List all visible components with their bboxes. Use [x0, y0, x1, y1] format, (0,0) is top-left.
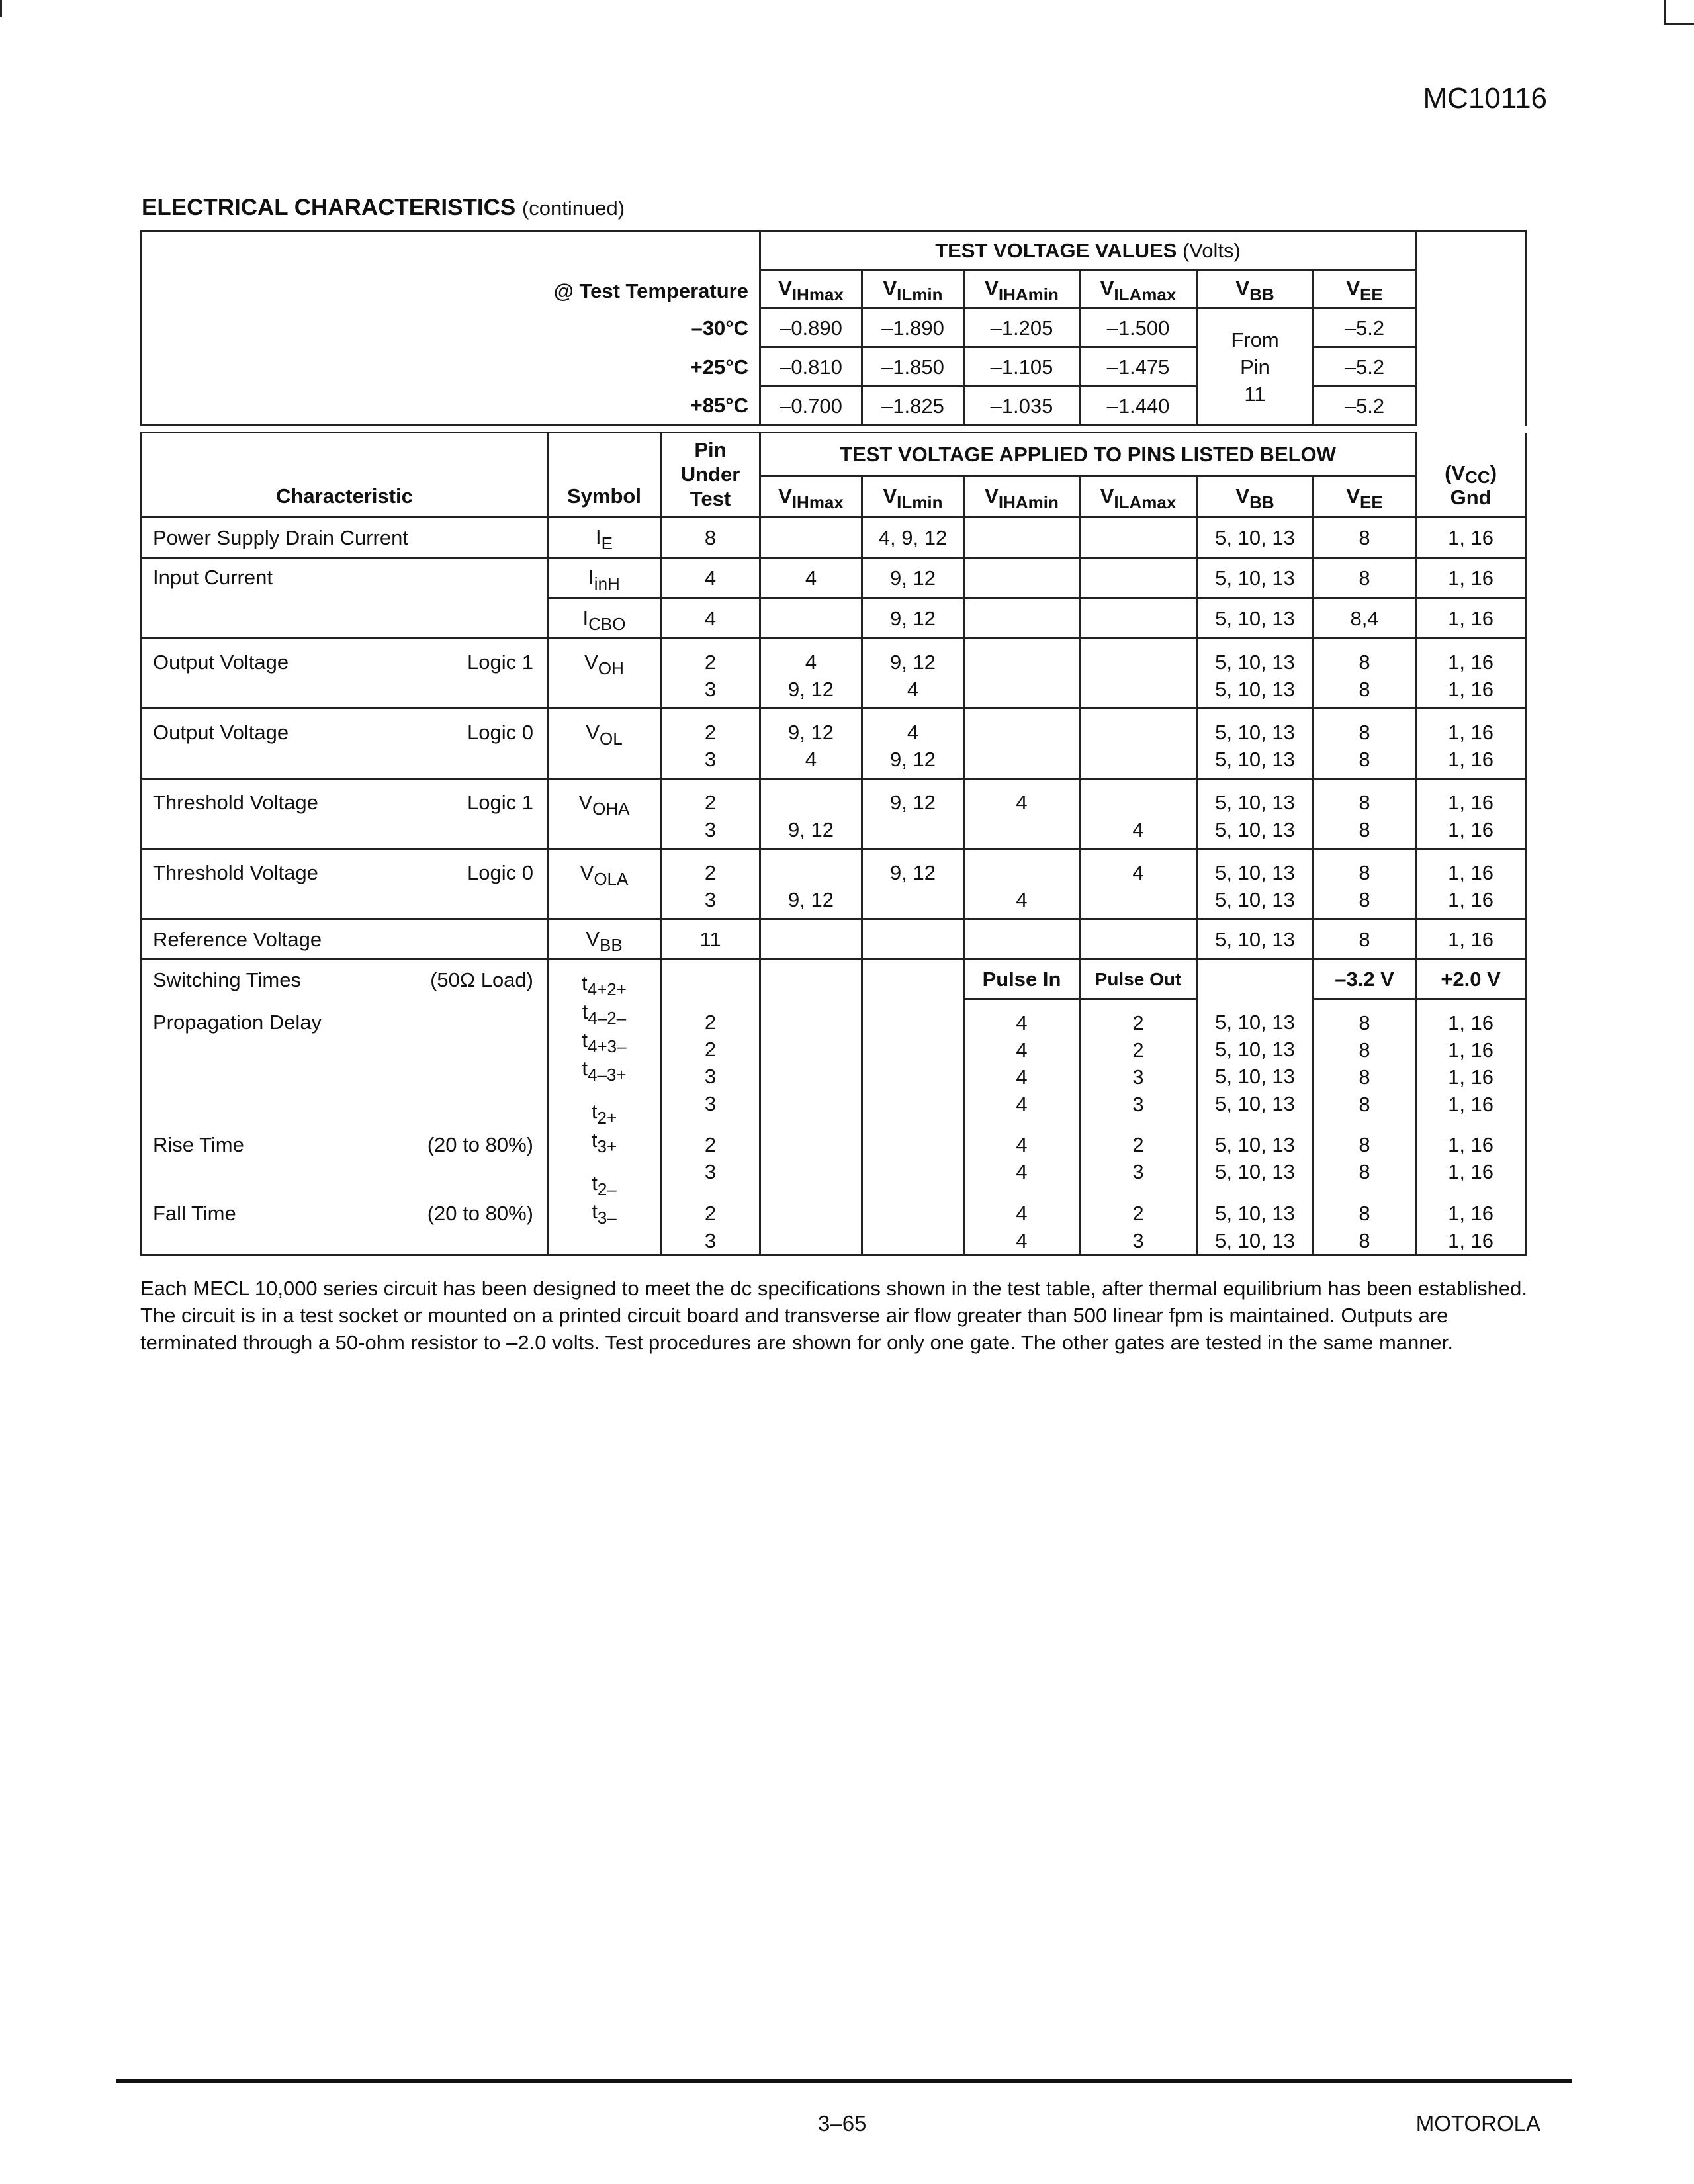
symbol: $I_{CBO}$ — [548, 598, 661, 639]
test-notes: Each MECL 10,000 series circuit has been designed to meet the dc specifications shown in the test table, after thermal equilibrium has been established. The circuit is in a test socket or mounted on a printed circuit board and transverse air flow greater than 500 linear fpm is maintained. Outputs are terminated through a 50-ohm resistor to –2.0 volts. Test procedures are shown for only one gate. The other gates are tested in the same manner. — [140, 1277, 1527, 1354]
col-vihamin: $V_{IHAmin}$ — [964, 477, 1080, 518]
cell: 1, 16 1, 16 — [1416, 849, 1526, 919]
cell: –5.2 — [1314, 308, 1416, 347]
cell — [964, 518, 1080, 558]
cell: –0.700 — [760, 387, 862, 426]
vcc-switching: +2.0 V — [1416, 960, 1526, 999]
cell: 11 — [661, 919, 760, 960]
cell — [964, 598, 1080, 639]
cell — [1080, 558, 1197, 598]
cell: 5, 10, 13 — [1197, 518, 1314, 558]
cell — [862, 960, 964, 1255]
characteristic: Threshold Voltage Logic 1 — [142, 779, 548, 849]
table-row — [142, 849, 1526, 919]
symbol: $V_{BB}$ — [548, 919, 661, 960]
cell: 9, 12 — [760, 779, 862, 849]
cell — [760, 598, 862, 639]
cell: 4 — [661, 558, 760, 598]
vcc-spacer-top — [1416, 231, 1526, 426]
header-characteristic: Characteristic — [142, 433, 548, 518]
page-number: 3–65 — [818, 2111, 867, 2136]
cell: 4 — [760, 558, 862, 598]
cell: 4 — [964, 849, 1080, 919]
cell: 5, 10, 13 — [1197, 919, 1314, 960]
table-row — [142, 709, 1526, 779]
cell: 2 3 — [661, 639, 760, 709]
cell: 1, 16 1, 16 — [1416, 1122, 1526, 1191]
characteristic: Threshold Voltage Logic 0 — [142, 849, 548, 919]
temp-label-cell — [142, 231, 760, 308]
crop-mark-right-horizontal — [1664, 23, 1694, 25]
section-title-note: (continued) — [521, 197, 625, 220]
col-vihmax: $V_{IHmax}$ — [760, 477, 862, 518]
table-row — [142, 387, 1526, 426]
cell: 8 8 — [1314, 1191, 1416, 1255]
cell: –1.205 — [964, 308, 1080, 347]
cell: 8,4 — [1314, 598, 1416, 639]
cell: 8 — [1314, 518, 1416, 558]
cell: 9, 12 — [862, 779, 964, 849]
cell: –1.825 — [862, 387, 964, 426]
header-applied: TEST VOLTAGE APPLIED TO PINS LISTED BELOW — [760, 433, 1416, 477]
cell — [1080, 709, 1197, 779]
cell: 8 8 — [1314, 1122, 1416, 1191]
symbol: $V_{OHA}$ — [548, 779, 661, 849]
cell: 9, 12 — [760, 849, 862, 919]
cell: 4 4 — [964, 1191, 1080, 1255]
cell: 5, 10, 13 5, 10, 13 — [1197, 849, 1314, 919]
symbol: $I_E$ — [548, 518, 661, 558]
table-row — [142, 308, 1526, 347]
cell: 8 8 8 8 — [1314, 999, 1416, 1122]
cell — [964, 919, 1080, 960]
characteristic: Input Current — [142, 558, 548, 639]
cell: 2 2 3 3 — [661, 999, 760, 1122]
cell: 4 4 4 4 — [964, 999, 1080, 1122]
cell: 1, 16 1, 16 1, 16 1, 16 — [1416, 999, 1526, 1122]
cell: –1.440 — [1080, 387, 1197, 426]
cell: 5, 10, 13 5, 10, 13 — [1197, 779, 1314, 849]
section-title-text: ELECTRICAL CHARACTERISTICS — [142, 195, 516, 220]
cell: 8 — [1314, 558, 1416, 598]
cell: 9, 12 — [862, 598, 964, 639]
table-row — [142, 347, 1526, 387]
symbol: $I_{inH}$ — [548, 558, 661, 598]
col-vihmax: $V_{IHmax}$ — [760, 270, 862, 308]
cell: –1.475 — [1080, 347, 1197, 387]
cell: –5.2 — [1314, 387, 1416, 426]
doc-id: MC10116 — [1423, 82, 1547, 114]
crop-mark-left — [0, 0, 2, 17]
cell — [862, 919, 964, 960]
col-vihamin: $V_{IHAmin}$ — [964, 270, 1080, 308]
characteristic: Propagation Delay — [142, 999, 548, 1122]
cell — [964, 709, 1080, 779]
characteristic: Output Voltage Logic 1 — [142, 639, 548, 709]
col-vee: $V_{EE}$ — [1314, 270, 1416, 308]
cell: 5, 10, 13 — [1197, 598, 1314, 639]
cell: 4 — [661, 598, 760, 639]
cell — [1080, 518, 1197, 558]
test-voltage-values-table — [140, 230, 1527, 426]
cell: 5, 10, 13 5, 10, 13 — [1197, 709, 1314, 779]
test-voltage-values-title: TEST VOLTAGE VALUES (Volts) — [760, 231, 1416, 270]
cell: 1, 16 — [1416, 558, 1526, 598]
characteristic: Fall Time (20 to 80%) — [142, 1191, 548, 1255]
cell: –1.035 — [964, 387, 1080, 426]
section-title — [142, 195, 625, 221]
cell: 9, 12 — [862, 849, 964, 919]
cell: 9, 12 — [862, 558, 964, 598]
cell: –1.890 — [862, 308, 964, 347]
cell: 4 4 — [964, 1122, 1080, 1191]
symbol: $V_{OL}$ — [548, 709, 661, 779]
table-row — [142, 779, 1526, 849]
table-row — [142, 960, 1526, 999]
cell: 8 — [661, 518, 760, 558]
cell: 5, 10, 13 5, 10, 13 — [1197, 1122, 1314, 1191]
characteristic: Output Voltage Logic 0 — [142, 709, 548, 779]
crop-mark-right-vertical — [1664, 0, 1666, 24]
cell: 2 3 — [1080, 1122, 1197, 1191]
footer-rule — [116, 2079, 1572, 2083]
cell: 1, 16 1, 16 — [1416, 1191, 1526, 1255]
cell — [964, 558, 1080, 598]
cell: 4 — [1080, 849, 1197, 919]
cell: 2 3 — [661, 779, 760, 849]
cell: 8 8 — [1314, 709, 1416, 779]
table-row — [142, 558, 1526, 598]
cell — [760, 960, 862, 1255]
cell: –1.850 — [862, 347, 964, 387]
cell — [964, 639, 1080, 709]
cell — [1080, 919, 1197, 960]
cell: 2 3 — [661, 709, 760, 779]
vbb-pin: Pin — [1240, 355, 1270, 379]
cell — [661, 960, 760, 999]
cell: 8 8 — [1314, 639, 1416, 709]
cell: –1.500 — [1080, 308, 1197, 347]
cell: 2 3 — [1080, 1191, 1197, 1255]
symbol: $V_{OLA}$ — [548, 849, 661, 919]
characteristic: Switching Times (50Ω Load) — [142, 960, 548, 999]
header-symbol: Symbol — [548, 433, 661, 518]
cell — [1080, 639, 1197, 709]
characteristic: Rise Time (20 to 80%) — [142, 1122, 548, 1191]
temp-value: +25°C — [142, 347, 760, 387]
col-vbb: $V_{BB}$ — [1197, 477, 1314, 518]
cell: 1, 16 — [1416, 919, 1526, 960]
vee-switching: –3.2 V — [1314, 960, 1416, 999]
cell: 8 — [1314, 919, 1416, 960]
cell: 2 3 — [661, 1122, 760, 1191]
cell: 5, 10, 13 5, 10, 13 5, 10, 13 5, 10, 13 — [1197, 999, 1314, 1122]
cell: –0.810 — [760, 347, 862, 387]
cell: 5, 10, 13 — [1197, 558, 1314, 598]
cell: –1.105 — [964, 347, 1080, 387]
cell — [1197, 960, 1314, 999]
pulse-in-header: Pulse In — [964, 960, 1080, 999]
cell: 4 9, 12 — [760, 639, 862, 709]
cell — [760, 919, 862, 960]
col-vilmin: $V_{ILmin}$ — [862, 270, 964, 308]
cell: 1, 16 — [1416, 518, 1526, 558]
col-vee: $V_{EE}$ — [1314, 477, 1416, 518]
table-row — [142, 639, 1526, 709]
vbb-pin-number: 11 — [1244, 382, 1266, 406]
vbb-from: From — [1231, 328, 1279, 351]
cell: 5, 10, 13 5, 10, 13 — [1197, 639, 1314, 709]
col-vbb: $V_{BB}$ — [1197, 270, 1314, 308]
header-vcc-gnd: (VCC) Gnd — [1416, 433, 1526, 518]
cell: 1, 16 1, 16 — [1416, 639, 1526, 709]
temp-value: –30°C — [142, 308, 760, 347]
symbol-stack: $t_{4+2+}$ $t_{4-2-}$ $t_{4+3-}$ $t_{4-3+}$ $t_{2+}$ $t_{3+}$ $t_{2-}$ $t_{3-}$ — [548, 960, 661, 1255]
cell: 4 — [964, 779, 1080, 849]
cell: 1, 16 1, 16 — [1416, 779, 1526, 849]
temp-value: +85°C — [142, 387, 760, 426]
cell: –5.2 — [1314, 347, 1416, 387]
cell: 5, 10, 13 5, 10, 13 — [1197, 1191, 1314, 1255]
cell: 4, 9, 12 — [862, 518, 964, 558]
table-row — [142, 919, 1526, 960]
cell: 1, 16 — [1416, 598, 1526, 639]
header-pin-under-test: Pin Under Test — [661, 433, 760, 518]
cell: 4 9, 12 — [862, 709, 964, 779]
cell: 2 3 — [661, 849, 760, 919]
brand-name: MOTOROLA — [1415, 2111, 1540, 2136]
vbb-from-pin — [1197, 308, 1314, 426]
test-pins-table — [140, 432, 1527, 1256]
cell: 8 8 — [1314, 849, 1416, 919]
col-vilamax: $V_{ILAmax}$ — [1080, 270, 1197, 308]
cell — [1080, 598, 1197, 639]
col-vilamax: $V_{ILAmax}$ — [1080, 477, 1197, 518]
symbol: $V_{OH}$ — [548, 639, 661, 709]
col-vilmin: $V_{ILmin}$ — [862, 477, 964, 518]
cell: 8 8 — [1314, 779, 1416, 849]
cell: 1, 16 1, 16 — [1416, 709, 1526, 779]
table-row — [142, 518, 1526, 558]
characteristic: Reference Voltage — [142, 919, 548, 960]
characteristic: Power Supply Drain Current — [142, 518, 548, 558]
pulse-out-header: Pulse Out — [1080, 960, 1197, 999]
cell: 2 3 — [661, 1191, 760, 1255]
cell: 2 2 3 3 — [1080, 999, 1197, 1122]
cell: 4 — [1080, 779, 1197, 849]
cell: 9, 12 4 — [862, 639, 964, 709]
cell: 9, 12 4 — [760, 709, 862, 779]
cell — [760, 518, 862, 558]
cell: –0.890 — [760, 308, 862, 347]
temp-label: @ Test Temperature — [553, 279, 748, 302]
